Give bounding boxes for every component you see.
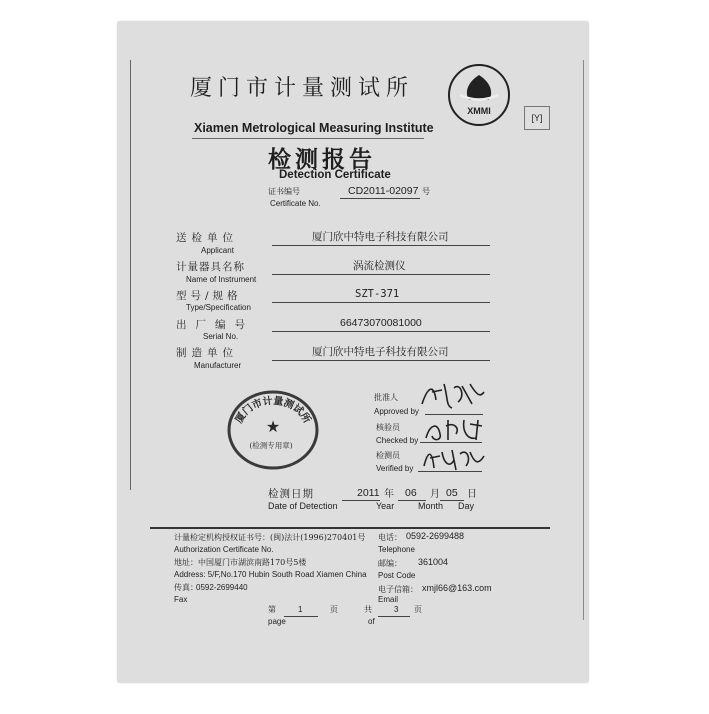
telephone-label-en: Telephone [378, 545, 415, 554]
instrument-label-en: Name of Instrument [186, 275, 257, 284]
page-total-underline [378, 616, 410, 617]
email-label-cn: 电子信箱： [378, 585, 418, 594]
page-label-en: page [268, 617, 286, 626]
page-current-underline [284, 616, 318, 617]
postcode-value: 361004 [418, 557, 449, 567]
telephone-value: 0592-2699488 [406, 531, 465, 541]
date-year-value: 2011 [357, 487, 380, 499]
address-en: Address: 5/F,No.170 Hubin South Road Xiamen China [174, 570, 367, 579]
instrument-value: 涡流检测仪 [353, 260, 406, 272]
date-year-underline [342, 500, 380, 501]
document-title-cn: 检测报告 [268, 146, 376, 173]
date-day-value: 05 [446, 487, 458, 499]
checked-label-en: Checked by [376, 436, 419, 445]
applicant-label-en: Applicant [201, 246, 234, 255]
date-year-en: Year [376, 501, 395, 511]
manufacturer-value: 厦门欣中特电子科技有限公司 [312, 346, 449, 358]
date-month-value: 06 [405, 487, 417, 499]
institute-name-en: Xiamen Metrological Measuring Institute [194, 121, 434, 135]
page-current: 1 [298, 605, 303, 614]
type-label-en: Type/Specification [186, 303, 251, 312]
certificate-no-suffix: 号 [422, 187, 430, 196]
authorization-en: Authorization Certificate No. [174, 545, 274, 554]
serial-label-cn: 出厂编号 [176, 319, 254, 331]
corner-mark: [Y] [524, 106, 550, 130]
page-ye-cn: 页 [330, 605, 338, 614]
date-month-en: Month [418, 501, 444, 511]
page-total: 3 [394, 605, 399, 614]
official-seal [225, 388, 321, 470]
verified-signature-icon [420, 444, 488, 474]
manufacturer-label-en: Manufacturer [194, 361, 242, 370]
document-title-en: Detection Certificate [279, 169, 391, 181]
fax-label-en: Fax [174, 595, 188, 604]
seal-star-icon: ★ [265, 417, 281, 436]
paper-edge-left [130, 60, 131, 490]
authorization-cn: 计量检定机构授权证书号：(闽)法计(1996)270401号 [174, 533, 366, 542]
checked-label-cn: 核验员 [376, 423, 400, 432]
fax-label-cn: 传真： [174, 583, 198, 592]
date-year-cn: 年 [384, 489, 394, 500]
footer-rule [150, 527, 550, 529]
paper-edge-right [583, 60, 584, 620]
type-label-cn: 型号/规格 [176, 290, 242, 302]
serial-label-en: Serial No. [203, 332, 239, 341]
seal-ring-text: 厦门市计量测试所 [233, 395, 313, 426]
certificate-no-value: CD2011-02097 [348, 185, 419, 197]
checked-signature-icon [420, 414, 488, 446]
type-underline [272, 302, 490, 303]
postcode-label-en: Post Code [378, 571, 416, 580]
logo-text: XMMI [467, 106, 491, 116]
manufacturer-label-cn: 制造单位 [176, 347, 238, 359]
date-label-cn: 检测日期 [268, 488, 314, 500]
address-cn: 地址：中国厦门市湖滨南路170号5楼 [174, 558, 307, 567]
institute-name-cn: 厦门市计量测试所 [190, 76, 415, 101]
email-label-en: Email [378, 595, 399, 604]
verified-label-cn: 检测员 [376, 451, 400, 460]
certificate-no-label-cn: 证书编号 [268, 187, 300, 196]
applicant-underline [272, 245, 490, 246]
certificate-no-underline [340, 198, 420, 199]
date-day-cn: 日 [467, 489, 477, 500]
postcode-label-cn: 邮编： [378, 559, 402, 568]
page-of-en: of [368, 617, 375, 626]
fax-value: 0592-2699440 [196, 583, 248, 592]
applicant-value: 厦门欣中特电子科技有限公司 [312, 231, 449, 243]
applicant-label-cn: 送检单位 [176, 232, 238, 244]
date-label-en: Date of Detection [268, 501, 338, 511]
page-gong-cn: 共 [364, 605, 372, 614]
telephone-label-cn: 电话： [378, 533, 402, 542]
type-value: SZT-371 [355, 288, 400, 300]
seal-note: (检测专用章) [249, 441, 293, 450]
approved-label-en: Approved by [374, 407, 419, 416]
date-month-cn: 月 [430, 489, 440, 500]
manufacturer-underline [272, 360, 490, 361]
serial-underline [272, 331, 490, 332]
serial-value: 66473070081000 [340, 317, 422, 329]
xmmi-logo [446, 62, 512, 128]
verified-label-en: Verified by [376, 464, 414, 473]
certificate-no-label-en: Certificate No. [270, 199, 321, 208]
approved-signature-icon [418, 378, 488, 414]
email-value: xmjl66@163.com [422, 583, 492, 593]
instrument-underline [272, 274, 490, 275]
instrument-label-cn: 计量器具名称 [176, 261, 245, 273]
header-rule [192, 138, 424, 139]
approved-label-cn: 批准人 [374, 393, 398, 402]
date-day-en: Day [458, 501, 475, 511]
page-di-cn: 第 [268, 605, 276, 614]
page-ye2-cn: 页 [414, 605, 422, 614]
